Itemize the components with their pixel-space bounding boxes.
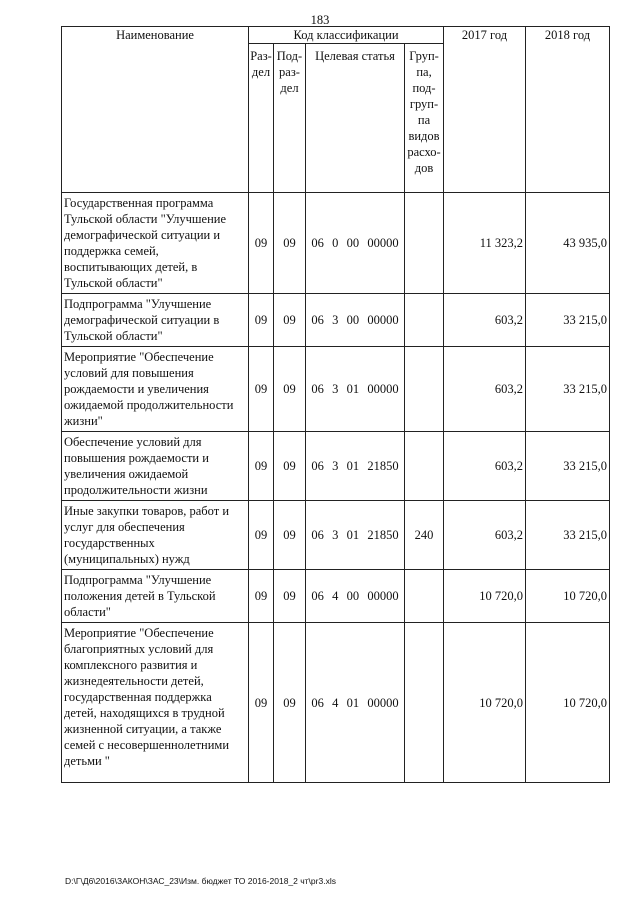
row-name-line: Государственная программа <box>64 196 214 210</box>
page-number: 183 <box>310 13 330 27</box>
row-subsection: 09 <box>274 570 306 623</box>
header-subsection-line: дел <box>280 81 299 95</box>
row-target-article: 06 0 00 00000 <box>306 193 405 294</box>
row-amount-2018: 33 215,0 <box>526 294 610 347</box>
row-target-article: 06 3 00 00000 <box>306 294 405 347</box>
row-amount-2017: 603,2 <box>444 294 526 347</box>
row-amount-2018: 10 720,0 <box>526 623 610 783</box>
row-name-line: Тульской области" <box>64 329 163 343</box>
row-section: 09 <box>249 501 274 570</box>
row-amount-2017: 603,2 <box>444 347 526 432</box>
row-amount-2017: 10 720,0 <box>444 623 526 783</box>
row-name-line: Мероприятие "Обеспечение <box>64 626 214 640</box>
row-name-line: поддержка семей, <box>64 244 159 258</box>
header-section <box>249 44 274 193</box>
row-expense-group <box>405 623 444 783</box>
header-section-line: Раз- <box>250 49 272 63</box>
row-name-line: воспитывающих детей, в <box>64 260 198 274</box>
row-expense-group <box>405 347 444 432</box>
row-amount-2018: 33 215,0 <box>526 501 610 570</box>
row-name-line: области" <box>64 605 111 619</box>
row-amount-2018: 33 215,0 <box>526 432 610 501</box>
table-body <box>62 193 610 783</box>
header-expense-group-line: расхо- <box>407 145 441 159</box>
header-code-group: Код классификации <box>249 27 444 44</box>
row-name-line: семей с несовершеннолетними <box>64 738 230 752</box>
row-subsection: 09 <box>274 432 306 501</box>
header-expense-group-line: Груп- <box>409 49 439 63</box>
row-name <box>62 570 249 623</box>
row-amount-2017: 11 323,2 <box>444 193 526 294</box>
header-year-2017: 2017 год <box>444 27 526 193</box>
row-amount-2017: 603,2 <box>444 432 526 501</box>
row-amount-2017: 10 720,0 <box>444 570 526 623</box>
row-expense-group <box>405 432 444 501</box>
table-row <box>62 432 610 501</box>
row-target-article: 06 3 01 00000 <box>306 347 405 432</box>
row-expense-group <box>405 193 444 294</box>
row-subsection: 09 <box>274 193 306 294</box>
row-name-line: услуг для обеспечения <box>64 520 185 534</box>
row-name <box>62 193 249 294</box>
row-section: 09 <box>249 623 274 783</box>
table-row <box>62 570 610 623</box>
row-name <box>62 501 249 570</box>
row-expense-group: 240 <box>405 501 444 570</box>
row-amount-2018: 10 720,0 <box>526 570 610 623</box>
row-name-line: Подпрограмма "Улучшение <box>64 297 212 311</box>
row-amount-2017: 603,2 <box>444 501 526 570</box>
row-name-line: государственных <box>64 536 155 550</box>
row-section: 09 <box>249 432 274 501</box>
row-target-article: 06 4 01 00000 <box>306 623 405 783</box>
table-row <box>62 294 610 347</box>
row-name-line: (муниципальных) нужд <box>64 552 190 566</box>
table-header <box>62 27 610 193</box>
row-name <box>62 623 249 783</box>
header-target-article: Целевая статья <box>306 44 405 193</box>
row-expense-group <box>405 294 444 347</box>
table-row <box>62 501 610 570</box>
row-name-line: Обеспечение условий для <box>64 435 202 449</box>
header-expense-group-line: па, <box>416 65 432 79</box>
header-name: Наименование <box>62 27 249 193</box>
footer-file-path: D:\Г\Д6\2016\ЗАКОН\ЗАС_23\Изм. бюджет ТО 2016-2018_2 чт\pr3.xls <box>65 876 336 886</box>
row-section: 09 <box>249 347 274 432</box>
row-name-line: Иные закупки товаров, работ и <box>64 504 230 518</box>
row-name-line: благоприятных условий для <box>64 642 214 656</box>
header-subsection-line: раз- <box>279 65 300 79</box>
row-name-line: Тульской области" <box>64 276 163 290</box>
header-section-line: дел <box>251 65 271 79</box>
row-amount-2018: 33 215,0 <box>526 347 610 432</box>
row-name-line: государственная поддержка <box>64 690 212 704</box>
row-expense-group <box>405 570 444 623</box>
row-subsection: 09 <box>274 623 306 783</box>
row-name-line: Тульской области "Улучшение <box>64 212 227 226</box>
header-expense-group-line: груп- <box>409 97 439 111</box>
row-name-line: жизнедеятельности детей, <box>64 674 204 688</box>
row-name-line: детьми " <box>64 754 110 768</box>
table-row <box>62 623 610 783</box>
row-name <box>62 347 249 432</box>
row-section: 09 <box>249 294 274 347</box>
row-name-line: повышения рождаемости и <box>64 451 209 465</box>
row-name-line: рождаемости и увеличения <box>64 382 209 396</box>
row-target-article: 06 3 01 21850 <box>306 432 405 501</box>
row-target-article: 06 3 01 21850 <box>306 501 405 570</box>
row-name-line: жизненной ситуации, а также <box>64 722 222 736</box>
row-amount-2018: 43 935,0 <box>526 193 610 294</box>
budget-table <box>61 26 610 783</box>
row-section: 09 <box>249 193 274 294</box>
header-subsection <box>274 44 306 193</box>
header-year-2018: 2018 год <box>526 27 610 193</box>
row-name-line: положения детей в Тульской <box>64 589 216 603</box>
row-name-line: ожидаемой продолжительности <box>64 398 234 412</box>
row-name-line: продолжительности жизни <box>64 483 208 497</box>
row-name-line: демографической ситуации и <box>64 228 221 242</box>
row-name <box>62 432 249 501</box>
row-name-line: жизни" <box>64 414 103 428</box>
row-name-line: Мероприятие "Обеспечение <box>64 350 214 364</box>
row-subsection: 09 <box>274 501 306 570</box>
row-name-line: комплексного развития и <box>64 658 198 672</box>
row-name-line: условий для повышения <box>64 366 194 380</box>
header-subsection-line: Под- <box>276 49 303 63</box>
row-section: 09 <box>249 570 274 623</box>
table-row <box>62 193 610 294</box>
header-expense-group-line: под- <box>412 81 436 95</box>
header-expense-group-line: видов <box>408 129 440 143</box>
table-row <box>62 347 610 432</box>
row-subsection: 09 <box>274 294 306 347</box>
row-name-line: Подпрограмма "Улучшение <box>64 573 212 587</box>
header-expense-group <box>405 44 444 193</box>
row-name-line: демографической ситуации в <box>64 313 220 327</box>
header-expense-group-line: па <box>417 113 431 127</box>
row-name-line: детей, находящихся в трудной <box>64 706 225 720</box>
row-name-line: увеличения ожидаемой <box>64 467 189 481</box>
header-expense-group-line: дов <box>414 161 434 175</box>
row-name <box>62 294 249 347</box>
row-target-article: 06 4 00 00000 <box>306 570 405 623</box>
row-subsection: 09 <box>274 347 306 432</box>
